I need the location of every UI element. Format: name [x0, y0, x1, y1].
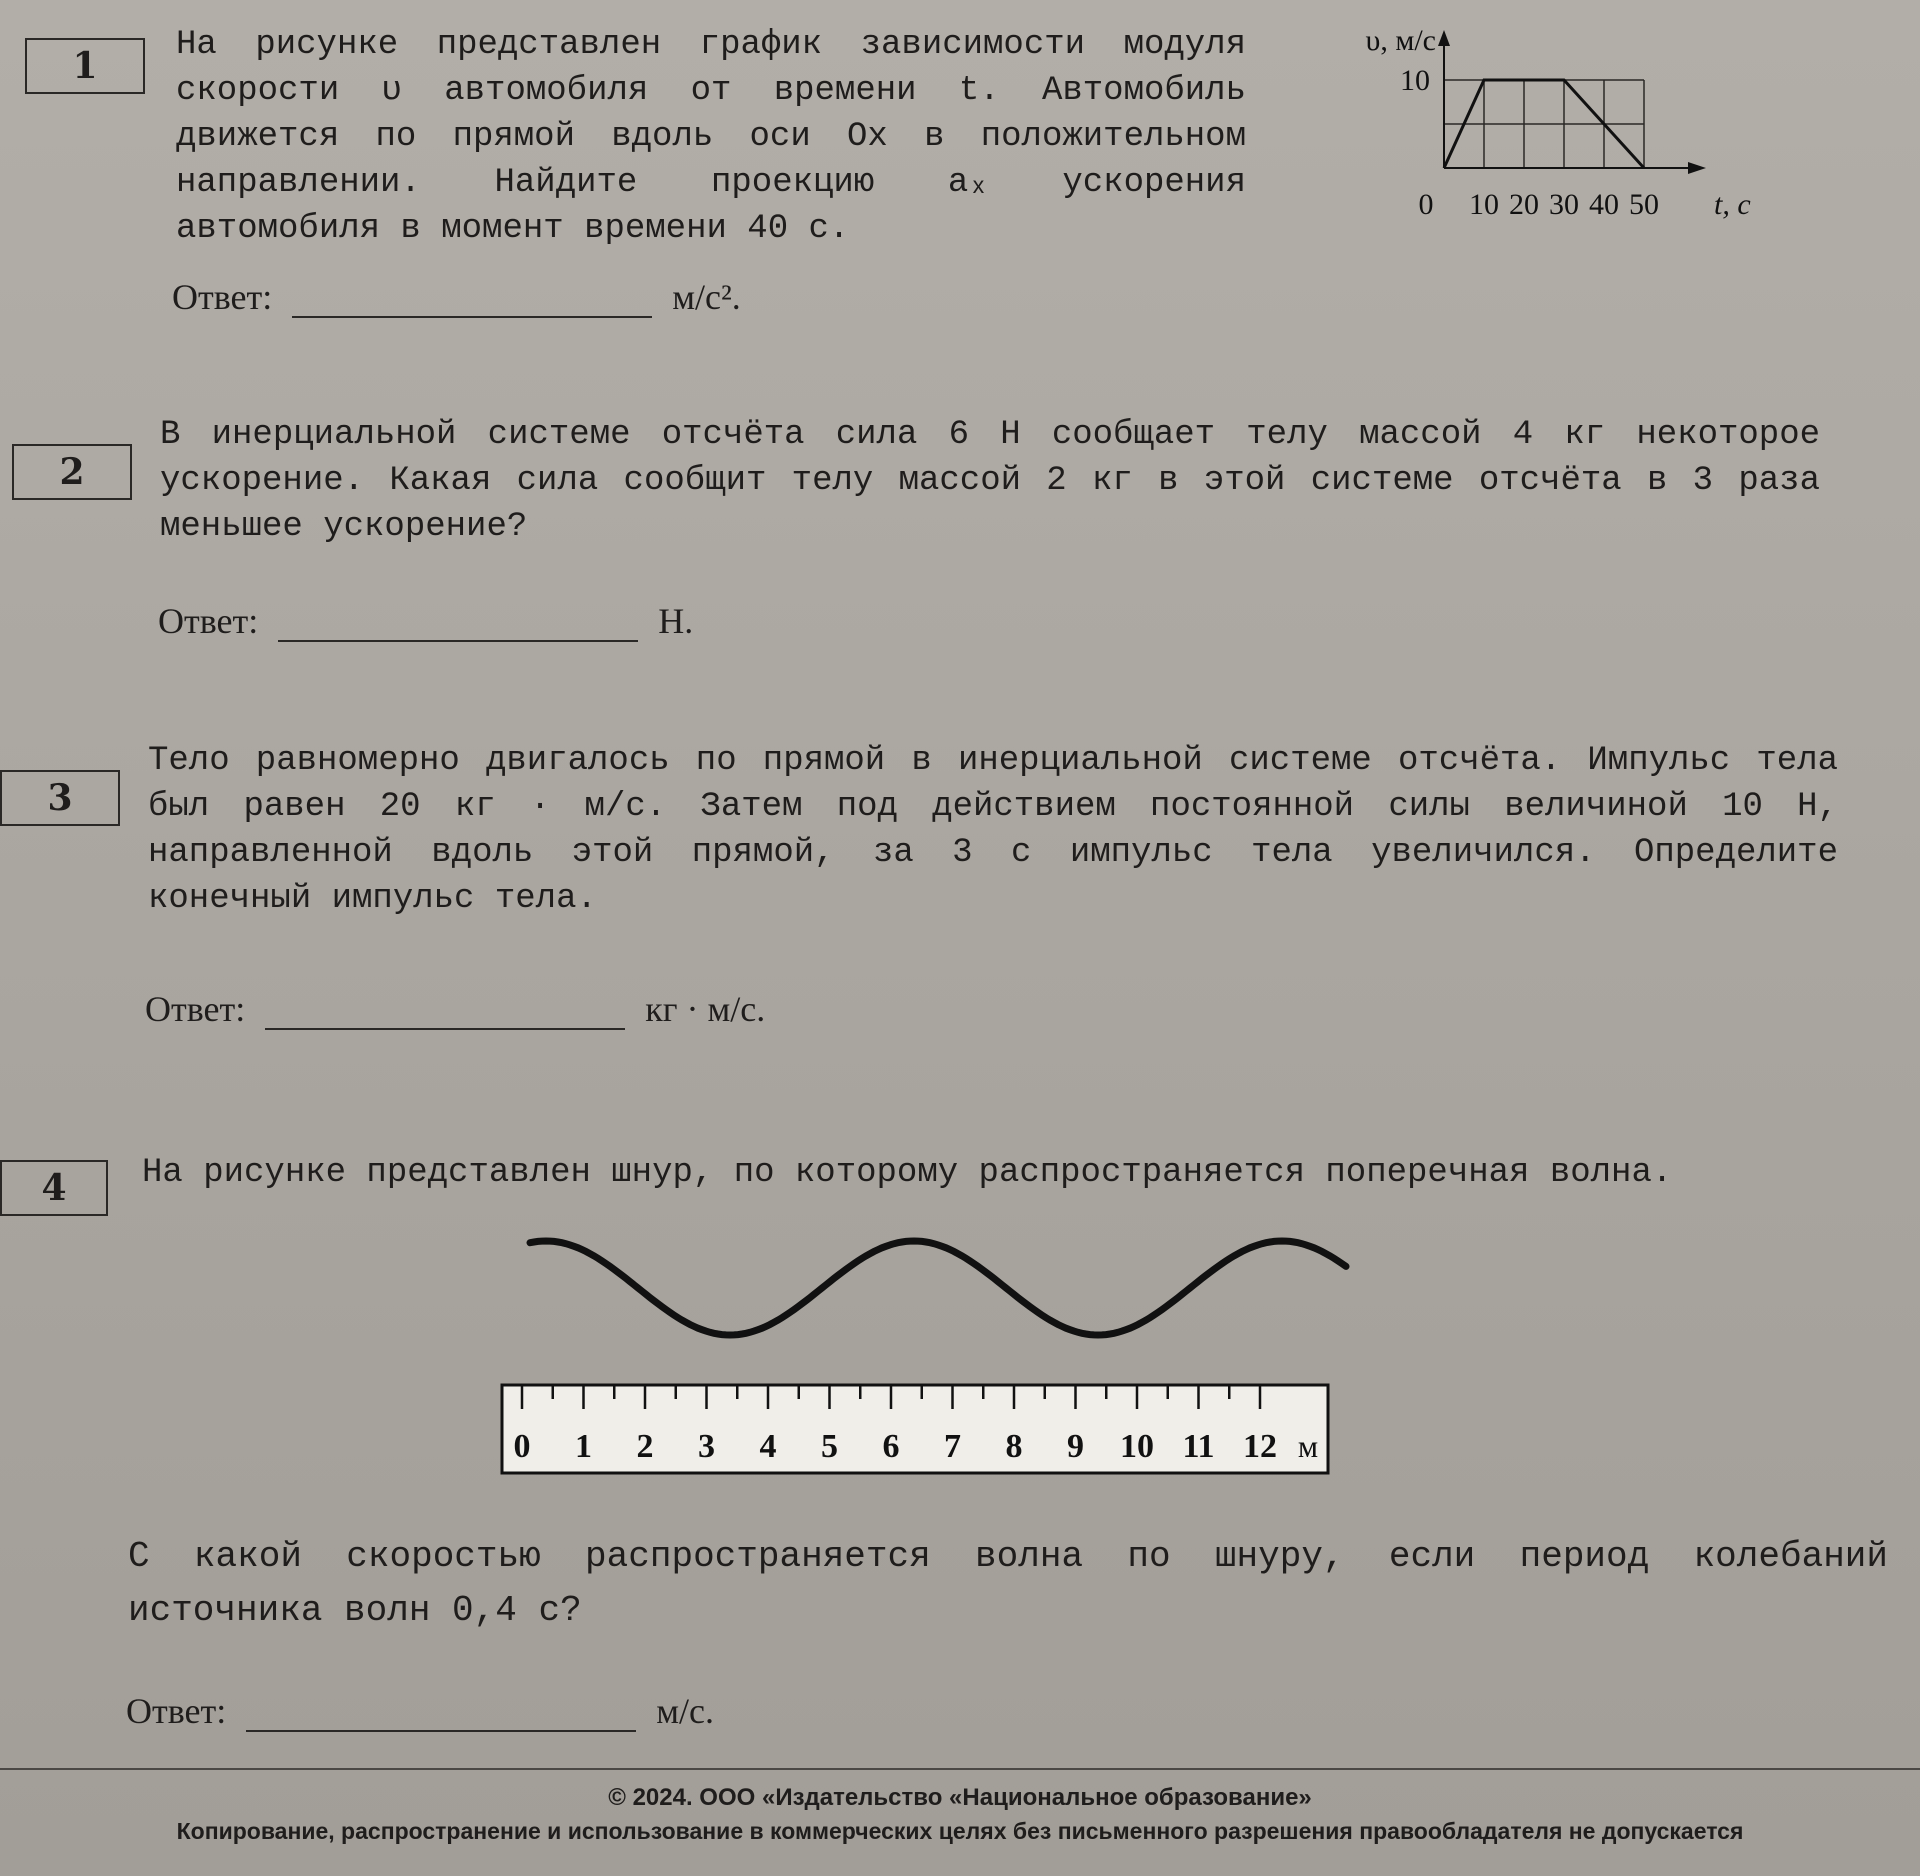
- ruler-label: 5: [821, 1428, 838, 1465]
- y-axis-arrow: [1438, 30, 1450, 46]
- answer-unit: м/с².: [672, 277, 741, 317]
- ruler-label: 7: [944, 1428, 961, 1465]
- footer-divider: [0, 1768, 1920, 1770]
- x-axis-label: t, с: [1714, 188, 1751, 221]
- x-tick-label: 50: [1629, 188, 1659, 221]
- x-tick-label: 20: [1509, 188, 1539, 221]
- answer-unit: Н.: [658, 601, 694, 641]
- x-axis-arrow: [1688, 162, 1706, 174]
- answer-label: Ответ:: [145, 989, 246, 1029]
- task-1-answer-row: [172, 276, 741, 318]
- task-2-answer-row: [158, 600, 693, 642]
- ruler-unit: м: [1297, 1428, 1319, 1464]
- task-2-text: В инерциальной системе отсчёта сила 6 Н сообщает телу массой 4 кг некоторое ускорение. Какая сила сообщит телу массой 2 кг в этой системе отсчёта в 3 раза меньшее ускорение?: [160, 416, 1820, 546]
- x-tick-label: 30: [1549, 188, 1579, 221]
- answer-field[interactable]: [265, 996, 625, 1030]
- footer-copyright: © 2024. ООО «Издательство «Национальное образование»: [608, 1784, 1312, 1811]
- task-3-text: Тело равномерно двигалось по прямой в инерциальной системе отсчёта. Импульс тела был равен 20 кг · м/с. Затем под действием постоянной силы величиной 10 Н, направленной вдоль этой прямой, за 3 с импульс тела увеличился. Определите конечный импульс тела.: [148, 742, 1838, 918]
- answer-field[interactable]: [278, 608, 638, 642]
- ruler-label: 9: [1067, 1428, 1084, 1465]
- answer-unit: м/с.: [656, 1691, 714, 1731]
- ruler-label: 12: [1243, 1428, 1277, 1465]
- task-4-text: На рисунке представлен шнур, по которому распространяется поперечная волна.: [142, 1154, 1673, 1192]
- ruler-label: 3: [698, 1428, 715, 1465]
- y-tick-label: 10: [1400, 64, 1430, 97]
- ruler-label: 0: [513, 1428, 531, 1465]
- task-4-answer-row: [126, 1690, 714, 1732]
- x-tick-label: 10: [1469, 188, 1499, 221]
- answer-label: Ответ:: [126, 1691, 227, 1731]
- footer-notice: Копирование, распространение и использование в коммерческих целях без письменного разрешения правообладателя не допускается: [176, 1818, 1744, 1844]
- answer-field[interactable]: [246, 1698, 636, 1732]
- ruler-label: 2: [636, 1428, 654, 1465]
- task-4-question: С какой скоростью распространяется волна по шнуру, если период колебаний источника волн 0,4 с?: [128, 1536, 1888, 1631]
- wave-and-ruler-figure: [480, 1220, 1360, 1480]
- ruler-label: 1: [575, 1428, 592, 1465]
- answer-label: Ответ:: [172, 277, 273, 317]
- task-1-text: На рисунке представлен график зависимости модуля скорости υ автомобиля от времени t. Автомобиль движется по прямой вдоль оси Ox в положительном направлении. Найдите проекцию aₓ ускорения автомобиля в момент времени 40 с.: [176, 26, 1246, 248]
- wave-cord: [530, 1241, 1346, 1335]
- task-number-4: 4: [0, 1160, 108, 1216]
- answer-unit: кг · м/с.: [645, 989, 766, 1029]
- ruler-label: 10: [1120, 1428, 1154, 1465]
- ruler-label: 8: [1005, 1428, 1023, 1465]
- x-tick-label: 0: [1418, 188, 1434, 221]
- ruler-label: 4: [759, 1428, 777, 1465]
- y-axis-label: υ, м/с: [1365, 24, 1436, 57]
- task-3-answer-row: [145, 988, 765, 1030]
- task-number-3: 3: [0, 770, 120, 826]
- answer-label: Ответ:: [158, 601, 259, 641]
- velocity-time-chart: [1310, 18, 1850, 228]
- answer-field[interactable]: [292, 284, 652, 318]
- x-tick-label: 40: [1589, 188, 1619, 221]
- task-number-2: 2: [12, 444, 132, 500]
- ruler-label: 6: [882, 1428, 900, 1465]
- task-number-1: 1: [25, 38, 145, 94]
- ruler-label: 11: [1182, 1428, 1215, 1465]
